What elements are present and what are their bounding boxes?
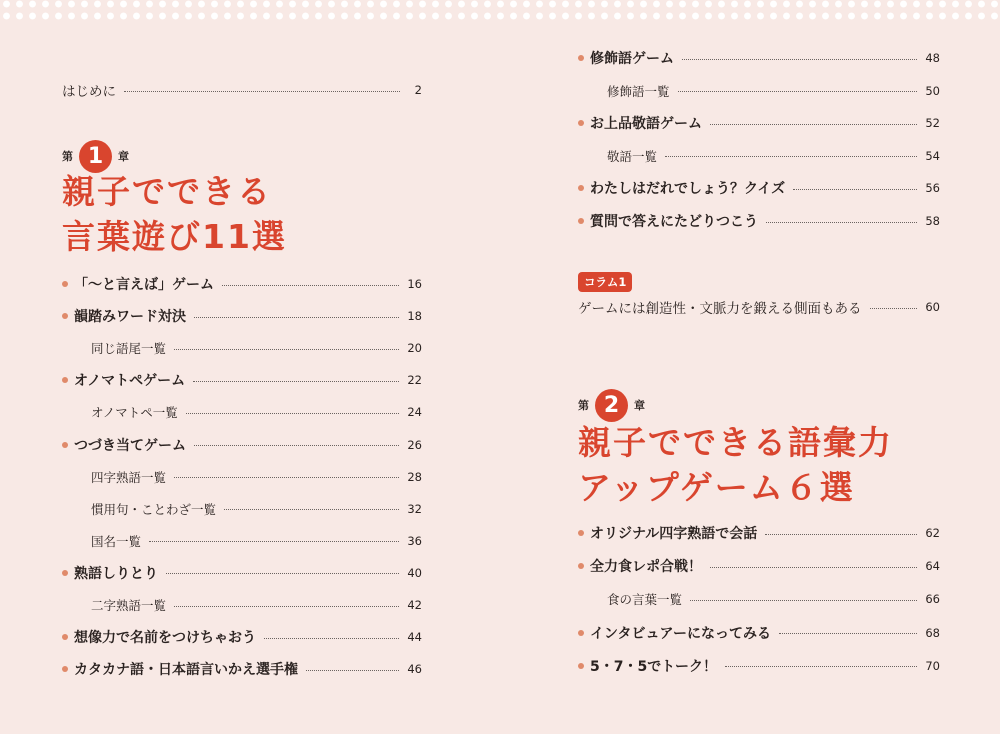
toc-entry[interactable] [62,304,422,328]
toc-entry[interactable] [578,144,940,168]
dot-leader [710,567,917,568]
dot-leader [166,573,399,574]
bullet-dot-icon [62,442,68,448]
toc-entry[interactable] [578,554,940,578]
entry-label: 四字熟語一覧 [91,469,167,485]
toc-entry[interactable] [62,433,422,457]
entry-label: わたしはだれでしょう？クイズ [590,181,786,198]
entry-label: 修飾語ゲーム [590,51,674,67]
entry-page: 36 [407,533,422,548]
chapter-1-title-line2: 言葉遊び11選 [62,217,287,256]
bullet-dot-icon [578,630,584,636]
entry-page: 16 [407,277,422,291]
entry-page: 68 [925,625,940,640]
entry-page: 48 [925,51,940,65]
dot-leader [765,534,917,535]
toc-entry[interactable] [62,465,422,489]
entry-page: 60 [925,300,940,314]
bullet-dot-icon [62,666,68,672]
entry-page: 70 [925,658,940,673]
entry-label: 慣用句・ことわざ一覧 [91,501,217,517]
entry-page: 40 [407,565,422,580]
chapter-prefix: 第 [62,150,73,163]
entry-page: 18 [407,309,422,324]
toc-entry[interactable] [62,497,422,521]
dot-leader [174,477,399,478]
toc-entry[interactable] [578,209,940,233]
dot-leader [149,541,399,542]
entry-label: カタカナ語・日本語言いかえ選手権 [74,662,298,679]
entry-label: はじめに [62,84,116,100]
chapter-2-title-line2: アップゲーム６選 [578,468,855,507]
dot-leader [678,91,918,92]
toc-entry[interactable] [62,657,422,681]
entry-label: 韻踏みワード対決 [74,309,186,326]
entry-label: オノマトペゲーム [74,373,186,390]
entry-label: 敬語一覧 [607,148,658,164]
entry-label: インタビュアーになってみる [590,625,772,642]
bullet-dot-icon [62,377,68,383]
dot-leader [665,156,917,157]
toc-entry[interactable] [578,621,940,645]
dot-leader [124,91,400,92]
bullet-dot-icon [62,634,68,640]
entry-page: 28 [407,469,422,484]
chapter-2-number [578,387,645,423]
dot-leader [174,349,399,350]
entry-page: 22 [407,373,422,388]
bullet-dot-icon [578,218,584,224]
toc-entry[interactable] [578,521,940,545]
bullet-dot-icon [62,313,68,319]
bullet-dot-icon [578,185,584,191]
toc-entry[interactable] [62,593,422,617]
dotted-border-decoration [0,0,1000,24]
entry-label: お上品敬語ゲーム [590,116,702,133]
dot-leader [725,666,917,667]
dot-leader [222,285,399,286]
chapter-number-badge: 1 [79,140,112,173]
dot-leader [224,509,399,510]
entry-page: 50 [925,83,940,98]
column-badge: コラム1 [578,272,632,292]
entry-page: 42 [407,598,422,612]
entry-page: 56 [925,181,940,196]
entry-label: 食の言葉一覧 [607,592,683,608]
toc-entry[interactable] [62,625,422,649]
chapter-suffix: 章 [118,150,129,163]
dot-leader [710,124,917,125]
toc-entry[interactable] [62,272,422,296]
dot-leader [690,600,917,601]
toc-entry[interactable] [62,336,422,360]
dot-leader [264,638,399,639]
dot-leader [779,633,917,634]
entry-page: 52 [925,116,940,131]
entry-label: 質問で答えにたどりつこう [590,214,758,230]
dot-leader [193,381,399,382]
dot-leader [793,189,917,190]
toc-entry[interactable] [62,561,422,585]
toc-entry[interactable] [578,654,940,678]
entry-page: 44 [407,630,422,645]
bullet-dot-icon [578,120,584,126]
bullet-dot-icon [62,570,68,576]
entry-label: 修飾語一覧 [607,83,670,99]
chapter-1-number [62,138,129,174]
entry-page: 66 [925,592,940,607]
entry-page: 58 [925,214,940,228]
entry-page: 46 [407,662,422,677]
dot-leader [766,222,917,223]
toc-entry[interactable] [62,400,422,424]
entry-label: ゲームには創造性・文脈力を鍛える側面もある [578,301,862,317]
dot-leader [682,59,917,60]
entry-label: つづき当てゲーム [74,437,186,454]
entry-page: 2 [414,83,422,97]
entry-page: 62 [925,526,940,540]
bullet-dot-icon [578,663,584,669]
entry-label: 熟語しりとり [74,565,158,582]
chapter-suffix: 章 [634,399,645,412]
entry-page: 64 [925,559,940,574]
dot-leader [186,413,400,414]
toc-entry[interactable] [62,368,422,392]
dot-leader [174,606,399,607]
toc-entry[interactable] [578,46,940,70]
bullet-dot-icon [578,530,584,536]
entry-page: 20 [407,341,422,356]
toc-entry[interactable] [578,176,940,200]
chapter-1-title-line1: 親子でできる [62,172,272,211]
entry-label: 同じ語尾一覧 [91,341,167,357]
entry-label: オリジナル四字熟語で会話 [590,526,758,542]
entry-label: 二字熟語一覧 [91,598,167,613]
toc-entry[interactable] [578,111,940,135]
entry-page: 26 [407,437,422,452]
toc-entry[interactable] [578,587,940,611]
dot-leader [306,670,399,671]
entry-page: 24 [407,405,422,420]
toc-entry-intro[interactable] [62,78,422,102]
entry-page: 54 [925,148,940,163]
entry-label: 想像力で名前をつけちゃおう [74,630,256,647]
entry-label: 5・7・5でトーク！ [590,658,717,675]
bullet-dot-icon [62,281,68,287]
toc-entry-column-1[interactable] [578,295,940,319]
entry-label: 全力食レポ合戦！ [590,559,702,576]
chapter-number-badge: 2 [595,389,628,422]
toc-entry[interactable] [62,529,422,553]
toc-entry[interactable] [578,79,940,103]
bullet-dot-icon [578,563,584,569]
bullet-dot-icon [578,55,584,61]
entry-page: 32 [407,501,422,516]
chapter-prefix: 第 [578,399,589,412]
entry-label: 国名一覧 [91,533,142,549]
dot-leader [870,308,918,309]
chapter-2-title-line1: 親子でできる語彙力 [578,423,893,462]
dot-leader [194,445,399,446]
dot-leader [194,317,399,318]
entry-label: 「〜と言えば」ゲーム [74,277,214,293]
entry-label: オノマトペ一覧 [91,405,178,421]
